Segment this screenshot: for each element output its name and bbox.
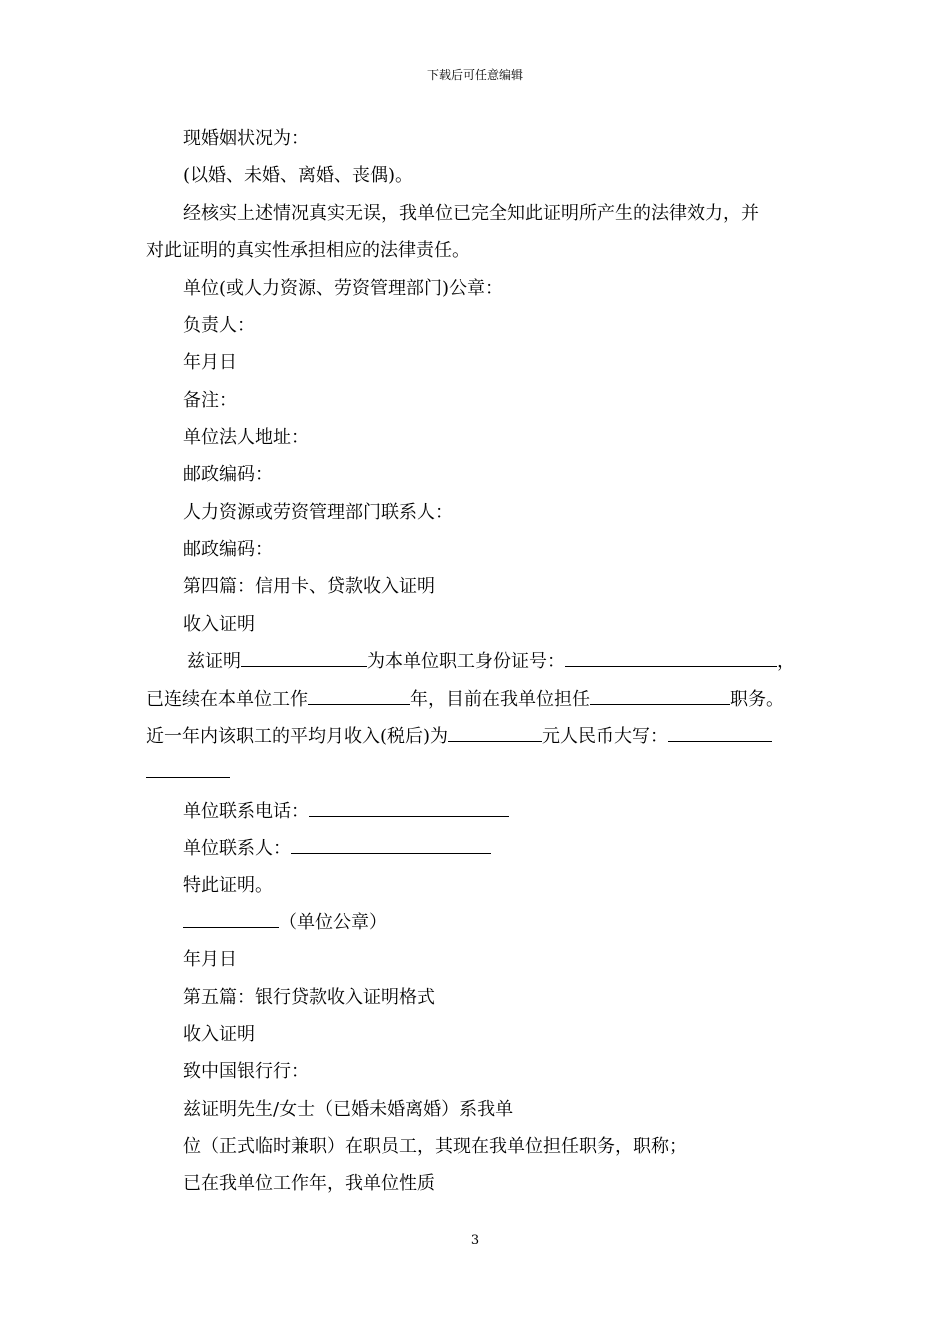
work-years-line: 已在我单位工作年，我单位性质 [183,1173,435,1194]
legal-address-line: 单位法人地址： [183,427,309,448]
unit-stamp-label: （单位公章） [279,912,387,933]
certify-text-2: 为本单位职工身份证号： [367,651,565,672]
income-amount-blank [448,727,542,742]
certify-line [187,651,795,673]
marital-options-line: (以婚、未婚、离婚、丧偶)。 [183,165,414,186]
responsible-person-line: 负责人： [183,315,255,336]
unit-phone-label: 单位联系电话： [183,801,309,822]
years-blank [308,690,410,705]
remarks-line: 备注： [183,390,237,411]
bank-addressee-line: 致中国银行行： [183,1061,309,1082]
employment-text-3: 职务。 [730,689,784,710]
section-four-title: 第四篇：信用卡、贷款收入证明 [183,576,435,597]
certify-person-line: 兹证明先生/女士（已婚未婚离婚）系我单 [183,1099,514,1120]
verification-paragraph-line-1: 经核实上述情况真实无误，我单位已完全知此证明所产生的法律效力，并 [183,203,759,224]
position-blank [590,690,730,705]
name-blank [241,652,367,667]
date-line: 年月日 [183,352,237,373]
employment-line [146,689,784,711]
employee-status-line: 位（正式临时兼职）在职员工，其现在我单位担任职务，职称； [183,1136,687,1157]
income-uppercase-blank [668,727,772,742]
unit-contact-label: 单位联系人： [183,838,291,859]
hereby-certify-line: 特此证明。 [183,875,273,896]
income-certificate-title: 收入证明 [183,614,255,635]
unit-contact-blank [291,839,491,854]
income-text-2: 元人民币大写： [542,726,669,747]
section-five-title: 第五篇：银行贷款收入证明格式 [183,987,435,1008]
certify-text-1: 兹证明 [187,651,241,672]
unit-stamp-blank [183,913,279,928]
verification-paragraph-line-2: 对此证明的真实性承担相应的法律责任。 [146,240,470,261]
postal-code-line: 邮政编码： [183,464,273,485]
unit-phone-blank [309,802,509,817]
unit-phone-line [183,801,509,823]
employment-text-1: 已连续在本单位工作 [146,689,308,710]
date-line-2: 年月日 [183,949,237,970]
postal-code-line-2: 邮政编码： [183,539,273,560]
income-certificate-title-2: 收入证明 [183,1024,255,1045]
income-uppercase-blank-2 [146,763,230,778]
unit-stamp-line [183,912,387,934]
hr-contact-line: 人力资源或劳资管理部门联系人： [183,502,453,523]
income-line [146,726,772,748]
marital-status-line: 现婚姻状况为： [183,128,309,149]
id-number-blank [565,652,777,667]
income-text-1: 近一年内该职工的平均月收入(税后)为 [146,726,449,747]
certify-text-3: ， [777,651,795,672]
page-number: 3 [470,1233,480,1248]
income-uppercase-continuation [146,762,230,784]
unit-seal-line: 单位(或人力资源、劳资管理部门)公章： [183,278,504,299]
page-header: 下载后可任意编辑 [426,68,523,82]
unit-contact-line [183,838,491,860]
employment-text-2: 年，目前在我单位担任 [410,689,590,710]
